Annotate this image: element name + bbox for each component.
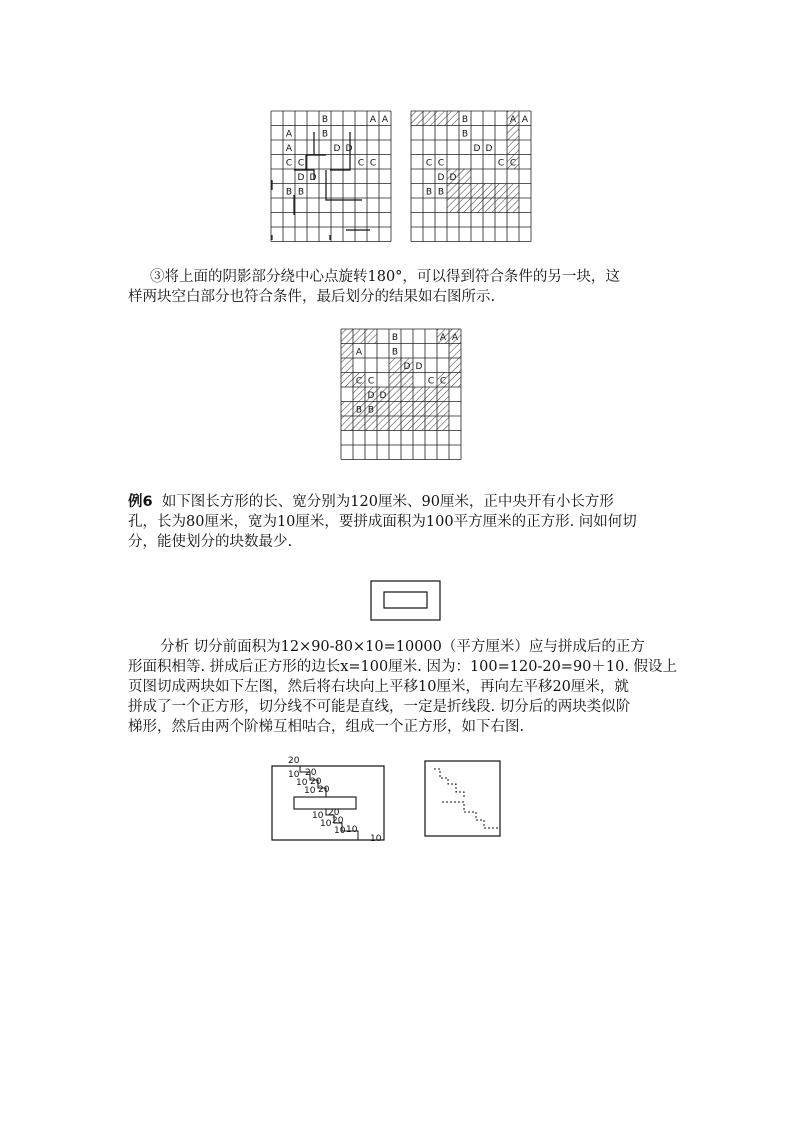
dimension-label: 10 — [320, 819, 332, 829]
inner-hole — [384, 592, 427, 608]
step-line — [434, 769, 498, 828]
analysis-line: 梯形，然后由两个阶梯互相咕合，组成一个正方形，如下右图. — [128, 719, 525, 735]
dimension-label: 10 — [296, 778, 308, 788]
cell-label: C — [427, 376, 435, 387]
cell-label: A — [369, 114, 377, 125]
paragraph-rotation-cont — [128, 287, 688, 307]
dimension-label: 20 — [328, 808, 340, 818]
paragraph-line: ③将上面的阴影部分绕中心点旋转180°，可以得到符合条件的另一块，这 — [150, 269, 620, 285]
cell-label: B — [355, 405, 363, 416]
analysis-line: 分析 切分前面积为12×90-80×10=10000（平方厘米）应与拼成后的正方 — [160, 639, 645, 655]
paragraph-line: 样两块空白部分也符合条件，最后划分的结果如右图所示. — [128, 289, 496, 305]
analysis-line: 页图切成两块如下左图，然后将右块向上平移10厘米，再向左平移20厘米，就 — [128, 679, 629, 695]
dimension-label: 10 — [334, 826, 346, 836]
cell-label: B — [297, 187, 305, 198]
outer-rectangle — [371, 581, 440, 620]
cell-label: A — [521, 114, 529, 125]
hatched-cell — [341, 344, 353, 359]
cell-label: D — [333, 143, 341, 154]
dimension-label: 10 — [304, 786, 316, 796]
example6-line: 分，能使划分的块数最少. — [128, 534, 293, 550]
hatched-cell — [507, 140, 519, 155]
hatched-cell — [389, 373, 401, 388]
cell-label: B — [461, 129, 469, 140]
example6-label: 例6 — [128, 494, 153, 510]
hatched-cell — [495, 198, 507, 213]
figure1-right-grid — [410, 110, 535, 244]
cell-label: D — [473, 143, 481, 154]
hatched-cell — [401, 416, 413, 431]
cell-label: A — [285, 143, 293, 154]
dimension-label: 20 — [310, 777, 322, 787]
cell-label: C — [297, 158, 305, 169]
cell-label: C — [439, 376, 447, 387]
paragraph-rotation — [150, 267, 710, 287]
hatched-cell — [459, 198, 471, 213]
dimension-label: 20 — [332, 816, 344, 826]
figure4-assembled-square — [424, 760, 502, 838]
cell-label: C — [369, 158, 377, 169]
cell-label: D — [403, 361, 411, 372]
hatched-cell — [459, 169, 471, 184]
cell-label: B — [425, 187, 433, 198]
square-outline — [425, 761, 500, 836]
hatched-cell — [353, 416, 365, 431]
hatched-cell — [341, 329, 353, 344]
cell-label: B — [391, 332, 399, 343]
hatched-cell — [483, 198, 495, 213]
dimension-label: 10 — [346, 825, 358, 835]
hatched-cell — [507, 198, 519, 213]
hatched-cell — [449, 358, 461, 373]
hatched-cell — [341, 402, 353, 417]
cell-label: D — [345, 143, 353, 154]
cell-label: B — [391, 347, 399, 358]
hatched-cell — [377, 416, 389, 431]
hatched-cell — [495, 184, 507, 199]
hatched-cell — [471, 184, 483, 199]
analysis-line: 形面积相等. 拼成后正方形的边长x=100厘米. 因为：100=120-20=90＋10. 假设上 — [128, 659, 678, 675]
hatched-cell — [437, 402, 449, 417]
cell-label: B — [367, 405, 375, 416]
hatched-cell — [389, 387, 401, 402]
cell-label: D — [367, 390, 375, 401]
hatched-cell — [435, 111, 447, 126]
hatched-cell — [483, 184, 495, 199]
inner-hole — [294, 797, 356, 809]
cell-label: C — [425, 158, 433, 169]
hatched-cell — [401, 387, 413, 402]
cell-label: C — [437, 158, 445, 169]
hatched-cell — [413, 402, 425, 417]
hatched-cell — [389, 416, 401, 431]
analysis-paragraph — [128, 637, 688, 737]
cell-label: C — [285, 158, 293, 169]
hatched-cell — [425, 402, 437, 417]
cell-label: D — [485, 143, 493, 154]
example6-line: 孔，长为80厘米，宽为10厘米，要拼成面积为100平方厘米的正方形. 问如何切 — [128, 514, 637, 530]
hatched-cell — [389, 402, 401, 417]
cell-label: D — [449, 172, 457, 183]
cell-label: D — [437, 172, 445, 183]
cell-label: B — [285, 187, 293, 198]
hatched-cell — [449, 344, 461, 359]
hatched-cell — [447, 198, 459, 213]
dimension-label: 20 — [305, 768, 317, 778]
hatched-cell — [341, 416, 353, 431]
hatched-cell — [413, 416, 425, 431]
hatched-cell — [425, 416, 437, 431]
hatched-cell — [365, 416, 377, 431]
hatched-cell — [437, 416, 449, 431]
cell-label: B — [321, 129, 329, 140]
hatched-cell — [353, 387, 365, 402]
cell-label: C — [357, 158, 365, 169]
cell-label: D — [379, 390, 387, 401]
hatched-cell — [377, 402, 389, 417]
figure4-cut-diagram — [268, 755, 390, 845]
figure2-result-grid — [340, 328, 465, 462]
cell-label: C — [355, 376, 363, 387]
dimension-label: 10 — [312, 811, 324, 821]
hatched-cell — [411, 111, 423, 126]
cell-label: A — [509, 114, 517, 125]
cell-label: A — [355, 347, 363, 358]
cell-label: C — [509, 158, 517, 169]
cell-label: D — [415, 361, 423, 372]
cell-label: B — [321, 114, 329, 125]
cell-label: A — [439, 332, 447, 343]
hatched-cell — [425, 387, 437, 402]
hatched-cell — [449, 373, 461, 388]
hatched-cell — [413, 387, 425, 402]
hatched-cell — [365, 329, 377, 344]
hatched-cell — [447, 184, 459, 199]
cell-label: C — [367, 376, 375, 387]
cell-label: B — [461, 114, 469, 125]
hatched-cell — [341, 373, 353, 388]
example6-paragraph — [128, 492, 688, 552]
dimension-label: 10 — [288, 770, 300, 780]
cell-label: A — [381, 114, 389, 125]
hatched-cell — [507, 126, 519, 141]
figure1-left-grid — [270, 110, 395, 244]
hatched-cell — [459, 184, 471, 199]
hatched-cell — [423, 111, 435, 126]
hatched-cell — [353, 329, 365, 344]
cell-label: A — [285, 129, 293, 140]
cell-label: B — [437, 187, 445, 198]
figure3-rectangle-with-hole — [370, 580, 442, 622]
analysis-line: 拼成了一个正方形，切分线不可能是直线，一定是折线段. 切分后的两块类似阶 — [128, 699, 631, 715]
hatched-cell — [447, 111, 459, 126]
example6-line — [128, 492, 688, 512]
dimension-label: 20 — [318, 785, 330, 795]
hatched-cell — [401, 402, 413, 417]
hatched-cell — [437, 387, 449, 402]
cell-label: D — [309, 172, 317, 183]
hatched-cell — [341, 358, 353, 373]
hatched-cell — [389, 358, 401, 373]
cell-label: D — [297, 172, 305, 183]
hatched-cell — [471, 198, 483, 213]
dimension-label: 10 — [370, 834, 382, 844]
cell-label: A — [451, 332, 459, 343]
hatched-cell — [507, 184, 519, 199]
cell-label: C — [497, 158, 505, 169]
hatched-cell — [401, 373, 413, 388]
example6-text: 如下图长方形的长、宽分别为120厘米、90厘米，正中央开有小长方形 — [161, 494, 614, 510]
dimension-label: 20 — [288, 756, 300, 766]
